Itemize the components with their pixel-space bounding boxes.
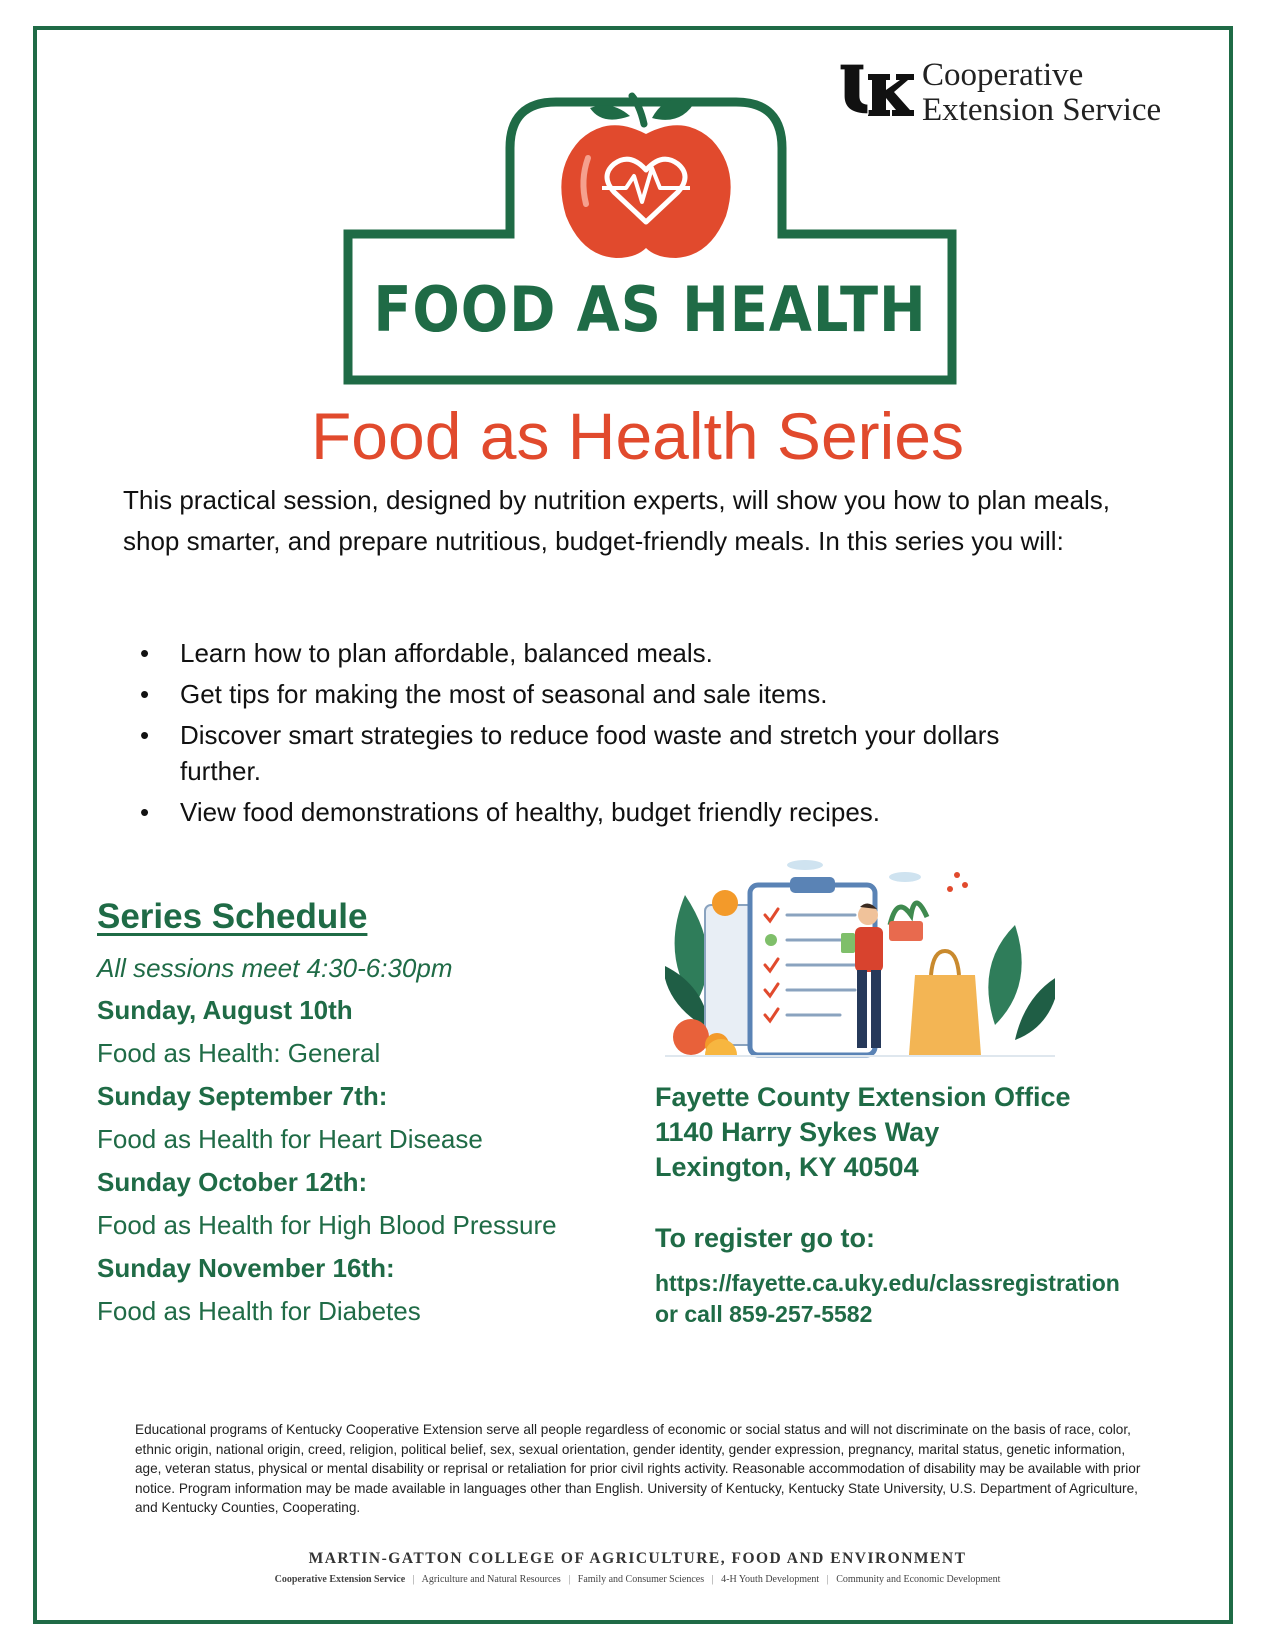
program-area: Agriculture and Natural Resources	[421, 1574, 561, 1585]
program-area: Community and Economic Development	[836, 1574, 1001, 1585]
list-item: • Discover smart strategies to reduce food waste and stretch your dollars further.	[140, 717, 1040, 789]
register-heading: To register go to:	[655, 1223, 875, 1253]
location-block	[655, 1080, 1215, 1185]
office-street: 1140 Harry Sykes Way	[655, 1117, 940, 1147]
separator: |	[711, 1574, 714, 1585]
page-title: Food as Health Series	[310, 399, 964, 473]
registration-block	[655, 1220, 1225, 1330]
separator: |	[568, 1574, 571, 1585]
registration-link[interactable]: https://fayette.ca.uky.edu/classregistration	[655, 1270, 1120, 1296]
session-topic: Food as Health: General	[97, 1038, 381, 1068]
benefits-list	[140, 635, 1040, 835]
food-as-health-logo	[340, 88, 960, 388]
nondiscrimination-statement: Educational programs of Kentucky Cooperative Extension serve all people regardless of economic or social status and will not discriminate on the basis of race, color, ethnic origin, national origin, creed, religion, political belief, sex, sexual orientation, gender identity, gender expression, pregnancy, marital status, genetic information, age, veteran status, physical or mental disability or reprisal or retaliation for prior civil rights activity. Reasonable accommodation of disability may be available with prior notice. Program information may be made available in languages other than English. University of Kentucky, Kentucky State University, U.S. Department of Agriculture, and Kentucky Counties, Cooperating.	[135, 1422, 1141, 1515]
schedule-heading: Series Schedule	[97, 897, 368, 936]
separator: |	[412, 1574, 415, 1585]
program-logo-title: FOOD AS HEALTH	[373, 273, 927, 346]
brand-line-1: Cooperative	[922, 57, 1084, 93]
session-topic: Food as Health for High Blood Pressure	[97, 1210, 557, 1240]
program-area: Family and Consumer Sciences	[577, 1574, 705, 1585]
session-date: Sunday, August 10th	[97, 995, 353, 1025]
session-topic: Food as Health for Heart Disease	[97, 1124, 483, 1154]
program-area: Cooperative Extension Service	[274, 1574, 406, 1585]
registration-phone: or call 859-257-5582	[655, 1301, 873, 1327]
series-schedule	[97, 895, 657, 1333]
list-item: • Learn how to plan affordable, balanced meals.	[140, 635, 1040, 671]
office-name: Fayette County Extension Office	[655, 1082, 1071, 1112]
session-time-note: All sessions meet 4:30-6:30pm	[97, 953, 453, 983]
intro-paragraph: This practical session, designed by nutrition experts, will show you how to plan meals, shop smarter, and prepare nutritious, budget-friendly meals. In this series you will:	[123, 485, 1111, 556]
session-date: Sunday November 16th:	[97, 1253, 395, 1283]
session-topic: Food as Health for Diabetes	[97, 1296, 421, 1326]
list-item: • View food demonstrations of healthy, budget friendly recipes.	[140, 794, 1040, 830]
college-name: MARTIN-GATTON COLLEGE OF AGRICULTURE, FOOD AND ENVIRONMENT	[308, 1550, 967, 1567]
list-item: • Get tips for making the most of seasonal and sale items.	[140, 676, 1040, 712]
session-date: Sunday September 7th:	[97, 1081, 388, 1111]
program-area: 4-H Youth Development	[721, 1574, 820, 1585]
program-areas	[0, 1574, 1275, 1585]
separator: |	[826, 1574, 829, 1585]
brand-line-2: Extension Service	[922, 92, 1162, 128]
meal-planning-clipboard-illustration	[665, 855, 1055, 1070]
office-city: Lexington, KY 40504	[655, 1152, 919, 1182]
session-date: Sunday October 12th:	[97, 1167, 368, 1197]
